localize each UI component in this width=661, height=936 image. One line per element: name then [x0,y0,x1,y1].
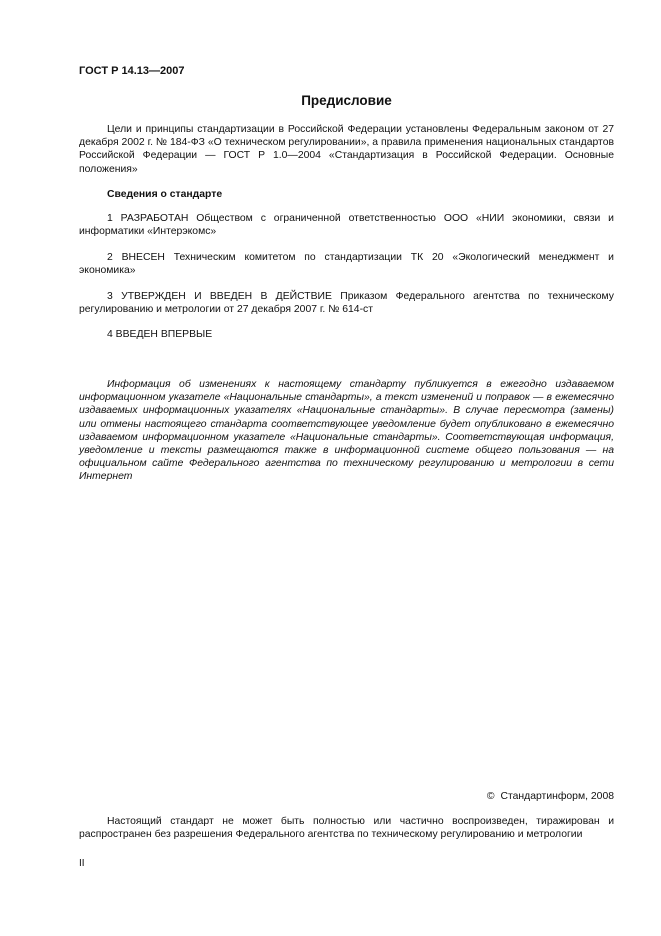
intro-text: Цели и принципы стандартизации в Российской Федерации установлены Федеральным законом от 27 декабря 2002 г. № 184-ФЗ «О техническом регулировании», а правила применения национальных стандартов Российской Федерации — ГОСТ Р 1.0—2004 «Стандартизация в Российской Федерации. Основные положения» [79,124,614,175]
about-item-2 [79,251,614,277]
about-item-4 [79,328,614,341]
reproduction-notice-text: Настоящий стандарт не может быть полностью или частично воспроизведен, тиражирован и распространен без разрешения Федерального агентства по техническому регулированию и метрологии [79,816,614,841]
intro-paragraph [79,123,614,176]
changes-info-text: Информация об изменениях к настоящему стандарту публикуется в ежегодно издаваемом информационном указателе «Национальные стандарты», а текст изменений и поправок — в ежемесячно издаваемых информационных указателях «Национальные стандарты». В случае пересмотра (замены) или отмены настоящего стандарта соответствующее уведомление будет опубликовано в ежемесячно издаваемом информационном указателе «Национальные стандарты». Соответствующая информация, уведомление и тексты размещаются также в информационной системе общего пользования — на официальном сайте Федерального агентства по техническому регулированию и метрологии в сети Интернет [79,379,614,483]
about-item-3 [79,290,614,316]
page-number: II [79,858,85,869]
about-item-4-text: 4 ВВЕДЕН ВПЕРВЫЕ [107,329,213,340]
about-item-1 [79,212,614,238]
about-item-2-text: 2 ВНЕСЕН Техническим комитетом по стандартизации ТК 20 «Экологический менеджмент и экономика» [79,252,614,277]
about-item-3-text: 3 УТВЕРЖДЕН И ВВЕДЕН В ДЕЙСТВИЕ Приказом Федерального агентства по техническому регулированию и метрологии от 27 декабря 2007 г. № 614-ст [79,291,614,316]
about-standard-heading: Сведения о стандарте [107,189,223,200]
about-item-1-text: 1 РАЗРАБОТАН Обществом с ограниченной ответственностью ООО «НИИ экономики, связи и информатики «Интерэкомс» [79,213,614,238]
copyright-text: Стандартинформ, 2008 [500,791,614,802]
copyright-line [487,790,614,803]
reproduction-notice [79,815,614,841]
document-code-header: ГОСТ Р 14.13—2007 [79,65,185,77]
changes-info-paragraph [79,378,614,484]
copyright-symbol: © [486,791,495,802]
page-title: Предисловие [301,93,392,108]
